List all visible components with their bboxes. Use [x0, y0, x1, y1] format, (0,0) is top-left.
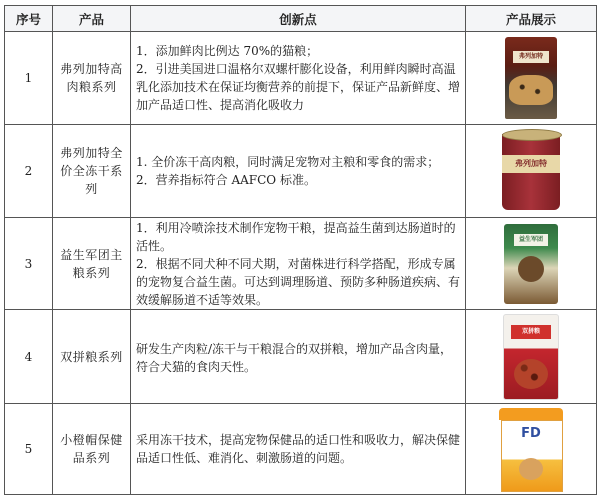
innovation-line: 1. 全价冻干高肉粮，同时满足宠物对主粮和零食的需求；	[136, 155, 440, 169]
row-number: 2	[5, 125, 53, 218]
header-no: 序号	[5, 6, 53, 32]
table-header-row	[5, 6, 597, 32]
innovation-line: 2．引进美国进口温格尔双螺杆膨化设备，利用鲜肉瞬时高温乳化添加技术在保证均衡营养的前提下，保证产品新鲜度、增加产品适口性、提高消化吸收力	[136, 62, 461, 112]
package-label: 弗列加特	[513, 51, 549, 63]
table-row	[5, 218, 597, 310]
product-name: 弗列加特高肉粮系列	[53, 32, 131, 125]
innovation-cell	[131, 32, 466, 125]
product-image-cell	[466, 125, 597, 218]
innovation-line: 研发生产肉粒/冻干与干粮混合的双拼粮，增加产品含肉量，符合犬猫的食肉天性。	[136, 342, 453, 374]
can-lid	[502, 129, 562, 141]
food-graphic	[514, 359, 548, 389]
product-name: 弗列加特全价全冻干系列	[53, 125, 131, 218]
innovation-cell	[131, 125, 466, 218]
tub-lid	[499, 408, 563, 420]
innovation-line: 1．利用冷喷涂技术制作宠物干粮，提高益生菌到达肠道时的活性。	[136, 220, 456, 253]
innovation-cell	[131, 218, 466, 310]
innovation-line: 2．营养指标符合 AAFCO 标准。	[136, 173, 316, 187]
package-label: 双拼粮	[511, 325, 551, 339]
innovation-line: 1．添加鲜肉比例达 70%的猫粮；	[136, 44, 319, 58]
product-name: 益生军团主粮系列	[53, 218, 131, 310]
package-label: 益生军团	[514, 234, 548, 246]
table-row	[5, 310, 597, 404]
header-innovation: 创新点	[131, 6, 466, 32]
freeze-dried-can-icon	[500, 129, 562, 213]
table-row	[5, 125, 597, 218]
innovation-line: 2．根据不同犬种不同犬期，对菌株进行科学搭配，形成专属的宠物复合益生菌。可达到调理肠道、预防多种肠道疾病、有效缓解肠道不适等效果。	[136, 256, 461, 307]
innovation-cell	[131, 404, 466, 495]
row-number: 1	[5, 32, 53, 125]
product-image-cell	[466, 404, 597, 495]
product-image-cell	[466, 32, 597, 125]
row-number: 3	[5, 218, 53, 310]
leopard-graphic	[509, 75, 553, 105]
health-supplement-tub-icon	[499, 408, 563, 490]
innovation-cell	[131, 310, 466, 404]
dog-graphic	[518, 256, 544, 282]
product-image-cell	[466, 218, 597, 310]
product-name: 小橙帽保健品系列	[53, 404, 131, 495]
package-label: FD	[521, 426, 541, 441]
row-number: 4	[5, 310, 53, 404]
header-display: 产品展示	[466, 6, 597, 32]
cat-food-bag-icon	[505, 37, 557, 119]
dog-face-graphic	[519, 458, 543, 480]
package-label: 弗列加特	[502, 155, 560, 173]
row-number: 5	[5, 404, 53, 495]
product-image-cell	[466, 310, 597, 404]
product-innovation-table	[4, 5, 597, 495]
mixed-food-bag-icon	[503, 314, 559, 400]
product-name: 双拼粮系列	[53, 310, 131, 404]
probiotic-dog-food-bag-icon	[504, 224, 558, 304]
innovation-line: 采用冻干技术，提高宠物保健品的适口性和吸收力，解决保健品适口性低、难消化、刺激肠道的问题。	[136, 433, 461, 465]
table-row	[5, 32, 597, 125]
header-product: 产品	[53, 6, 131, 32]
table-row	[5, 404, 597, 495]
